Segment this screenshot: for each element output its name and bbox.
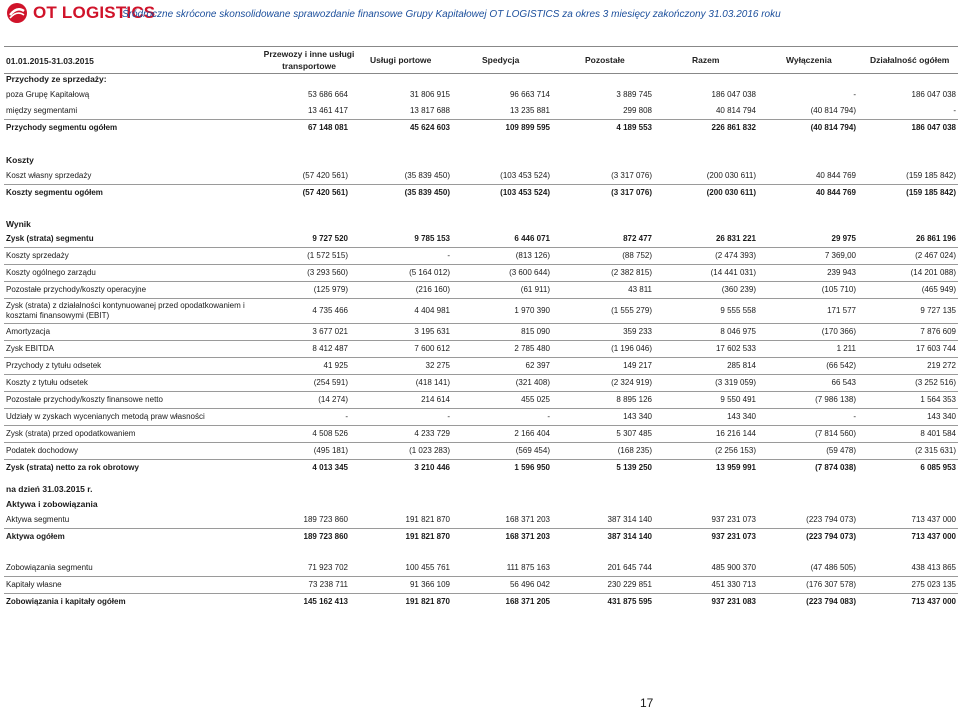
row-label: Zobowiązania i kapitały ogółem [6,597,126,606]
value-cell: 815 090 [452,324,552,341]
row-label: między segmentami [4,103,250,120]
logo-text: OT LOGISTICS [33,3,156,22]
value-cell: 73 238 711 [250,577,350,594]
value-cell: (103 453 524) [500,188,550,197]
value-cell: 62 397 [452,358,552,375]
value-cell: 201 645 744 [552,560,654,577]
value-cell: 285 814 [654,358,758,375]
value-cell: 191 821 870 [350,512,452,529]
value-cell: 4 233 729 [350,426,452,443]
result-heading: Wynik [6,219,31,229]
value-cell: 5 139 250 [616,463,652,472]
value-cell: 9 785 153 [350,231,452,248]
value-cell: (223 794 073) [758,512,858,529]
value-cell: 6 085 953 [920,463,956,472]
value-cell: (3 317 076) [611,188,652,197]
value-cell: 13 235 881 [452,103,552,120]
assets-liabilities-heading: Aktywa i zobowiązania [6,499,98,509]
value-cell: 168 371 203 [452,512,552,529]
value-cell: 8 412 487 [250,341,350,358]
col-transport-header-line1: Przewozy i inne usługi [263,49,355,59]
row-label: Zysk (strata) z działalności kontynuowanej przed opodatkowaniem i kosztami finansowymi (EBIT) [4,299,250,324]
value-cell: - [350,248,452,265]
value-cell: 359 233 [552,324,654,341]
value-cell: 713 437 000 [911,597,956,606]
revenue-table [4,87,958,136]
value-cell: (66 542) [758,358,858,375]
value-cell: (40 814 794) [810,123,856,132]
value-cell: 275 023 135 [858,577,958,594]
value-cell: 67 148 081 [307,123,348,132]
value-cell: - [350,409,452,426]
col-forwarding-header: Spedycja [482,55,520,65]
value-cell: 41 925 [250,358,350,375]
value-cell: 191 821 870 [405,597,450,606]
row-label: Koszt własny sprzedaży [4,168,250,185]
value-cell: 13 959 991 [715,463,756,472]
table-row [4,282,958,299]
value-cell: 168 371 205 [505,597,550,606]
value-cell: 2 166 404 [452,426,552,443]
table-row [4,560,958,577]
value-cell: (254 591) [250,375,350,392]
value-cell: (813 126) [452,248,552,265]
row-label: Koszty segmentu ogółem [6,188,103,197]
result-table [4,231,958,476]
value-cell: (59 478) [758,443,858,460]
value-cell: 387 314 140 [552,512,654,529]
value-cell: 438 413 865 [858,560,958,577]
value-cell: 13 461 417 [250,103,350,120]
value-cell: 3 677 021 [250,324,350,341]
table-row [4,443,958,460]
value-cell: - [858,103,958,120]
value-cell: (3 600 644) [452,265,552,282]
col-other-header: Pozostałe [585,55,625,65]
value-cell: 186 047 038 [911,90,956,99]
value-cell: (465 949) [858,282,958,299]
value-cell: (170 366) [758,324,858,341]
value-cell: (418 141) [350,375,452,392]
table-row [4,392,958,409]
value-cell: 9 727 520 [250,231,350,248]
value-cell: (1 196 046) [552,341,654,358]
value-cell: 4 735 466 [250,299,350,324]
ot-logo-icon [6,2,28,24]
table-row [4,185,958,202]
value-cell: 53 686 664 [307,90,348,99]
value-cell: (2 324 919) [552,375,654,392]
value-cell: (88 752) [552,248,654,265]
value-cell: (1 023 283) [350,443,452,460]
value-cell: 168 371 203 [505,532,550,541]
value-cell: 713 437 000 [911,532,956,541]
row-label: Przychody z tytułu odsetek [4,358,250,375]
value-cell: 485 900 370 [654,560,758,577]
value-cell: 455 025 [452,392,552,409]
value-cell: (103 453 524) [452,168,552,185]
table-row [4,460,958,477]
costs-table [4,168,958,201]
value-cell: 186 047 038 [911,123,956,132]
value-cell: - [250,409,350,426]
table-row [4,426,958,443]
value-cell: 8 895 126 [552,392,654,409]
table-row [4,324,958,341]
value-cell: 17 603 744 [858,341,958,358]
value-cell: (47 486 505) [758,560,858,577]
table-row [4,248,958,265]
value-cell: (14 201 088) [858,265,958,282]
row-label: poza Grupę Kapitałową [6,90,90,99]
table-row [4,87,958,103]
value-cell: 1 211 [758,341,858,358]
value-cell: - [853,90,856,99]
period-label: 01.01.2015-31.03.2015 [6,56,94,66]
value-cell: 26 831 221 [654,231,758,248]
value-cell: (7 814 560) [758,426,858,443]
col-transport-header-line2: transportowe [282,61,336,71]
value-cell: (200 030 611) [706,188,756,197]
value-cell: (1 555 279) [552,299,654,324]
table-row [4,375,958,392]
value-cell: 937 231 073 [654,512,758,529]
value-cell: (168 235) [552,443,654,460]
value-cell: (14 441 031) [654,265,758,282]
value-cell: 713 437 000 [858,512,958,529]
value-cell: 937 231 073 [711,532,756,541]
value-cell: 239 943 [758,265,858,282]
value-cell: 1 596 950 [514,463,550,472]
value-cell: 1 564 353 [858,392,958,409]
table-row [4,120,958,137]
value-cell: 214 614 [350,392,452,409]
value-cell: 8 046 975 [654,324,758,341]
value-cell: 4 508 526 [250,426,350,443]
row-label: Koszty z tytułu odsetek [4,375,250,392]
value-cell: 91 366 109 [350,577,452,594]
value-cell: 71 923 702 [250,560,350,577]
table-row [4,265,958,282]
table-row [4,341,958,358]
value-cell: (35 839 450) [350,168,452,185]
revenue-heading: Przychody ze sprzedaży: [6,74,107,84]
value-cell: 872 477 [552,231,654,248]
value-cell: 109 899 595 [505,123,550,132]
value-cell: 189 723 860 [250,512,350,529]
value-cell: - [452,409,552,426]
value-cell: (223 794 083) [806,597,856,606]
value-cell: 937 231 083 [711,597,756,606]
value-cell: 5 307 485 [552,426,654,443]
value-cell: (159 185 842) [906,188,956,197]
table-row [4,409,958,426]
row-label: Podatek dochodowy [4,443,250,460]
row-label: Zysk (strata) netto za rok obrotowy [6,463,139,472]
row-label: Zysk EBITDA [4,341,250,358]
value-cell: (125 979) [250,282,350,299]
value-cell: (495 181) [250,443,350,460]
page-number: 17 [640,696,654,710]
value-cell: 387 314 140 [607,532,652,541]
table-row [4,231,958,248]
value-cell: 17 602 533 [654,341,758,358]
value-cell: (1 572 515) [250,248,350,265]
value-cell: 299 808 [552,103,654,120]
value-cell: (321 408) [452,375,552,392]
value-cell: 40 814 794 [654,103,758,120]
value-cell: 56 496 042 [452,577,552,594]
value-cell: 43 811 [552,282,654,299]
value-cell: 26 861 196 [858,231,958,248]
value-cell: 1 970 390 [452,299,552,324]
value-cell: 4 013 345 [312,463,348,472]
value-cell: 31 806 915 [409,90,450,99]
value-cell: (159 185 842) [858,168,958,185]
row-label: Pozostałe przychody/koszty finansowe netto [4,392,250,409]
value-cell: (360 239) [654,282,758,299]
row-label: Zysk (strata) segmentu [4,231,250,248]
value-cell: 9 727 135 [858,299,958,324]
value-cell: (2 382 815) [552,265,654,282]
value-cell: (223 794 073) [806,532,856,541]
value-cell: (7 986 138) [758,392,858,409]
value-cell: (57 420 561) [302,188,348,197]
value-cell: 171 577 [758,299,858,324]
page-header [0,0,960,26]
liabilities-table [4,560,958,610]
row-label: Amortyzacja [4,324,250,341]
value-cell: (2 315 631) [858,443,958,460]
value-cell: (5 164 012) [350,265,452,282]
value-cell: (57 420 561) [250,168,350,185]
row-label: Aktywa ogółem [6,532,65,541]
value-cell: 6 446 071 [452,231,552,248]
value-cell: 29 975 [758,231,858,248]
value-cell: (3 293 560) [250,265,350,282]
value-cell: (35 839 450) [404,188,450,197]
value-cell: (14 274) [250,392,350,409]
value-cell: 9 555 558 [654,299,758,324]
assets-table [4,512,958,545]
row-label: Udziały w zyskach wycenianych metodą praw własności [4,409,250,426]
value-cell: 7 876 609 [858,324,958,341]
value-cell: 13 817 688 [350,103,452,120]
value-cell: 8 401 584 [858,426,958,443]
table-row [4,299,958,324]
col-port-header: Usługi portowe [370,55,432,65]
col-overall-header: Działalność ogółem [870,55,950,65]
value-cell: 111 875 163 [452,560,552,577]
value-cell: 32 275 [350,358,452,375]
value-cell: 226 861 832 [711,123,756,132]
row-label: Pozostałe przychody/koszty operacyjne [4,282,250,299]
value-cell: (569 454) [452,443,552,460]
table-row [4,103,958,120]
row-label: Koszty ogólnego zarządu [4,265,250,282]
value-cell: 145 162 413 [303,597,348,606]
value-cell: 100 455 761 [350,560,452,577]
value-cell: (40 814 794) [758,103,858,120]
row-label: Zobowiązania segmentu [4,560,250,577]
value-cell: 431 875 595 [607,597,652,606]
value-cell: (200 030 611) [654,168,758,185]
value-cell: 7 369,00 [758,248,858,265]
value-cell: (216 160) [350,282,452,299]
table-row [4,529,958,546]
value-cell: 143 340 [858,409,958,426]
value-cell: 219 272 [858,358,958,375]
value-cell: 191 821 870 [405,532,450,541]
value-cell: 230 229 851 [552,577,654,594]
row-label: Koszty sprzedaży [4,248,250,265]
value-cell: (3 252 516) [858,375,958,392]
costs-heading: Koszty [6,155,34,165]
row-label: Przychody segmentu ogółem [6,123,118,132]
value-cell: 9 550 491 [654,392,758,409]
value-cell: 40 844 769 [815,188,856,197]
value-cell: 3 210 446 [414,463,450,472]
column-header-row [4,46,958,74]
value-cell: (61 911) [452,282,552,299]
value-cell: 186 047 038 [711,90,756,99]
value-cell: 2 785 480 [452,341,552,358]
table-row [4,168,958,185]
value-cell: 4 189 553 [616,123,652,132]
col-total-header: Razem [692,55,720,65]
col-eliminations-header: Wyłączenia [786,55,832,65]
balance-date-heading: na dzień 31.03.2015 r. [6,484,93,494]
row-label: Aktywa segmentu [4,512,250,529]
table-row [4,594,958,611]
value-cell: 143 340 [552,409,654,426]
value-cell: 16 216 144 [654,426,758,443]
value-cell: (2 467 024) [858,248,958,265]
value-cell: (7 874 038) [815,463,856,472]
value-cell: (2 474 393) [654,248,758,265]
value-cell: (3 319 059) [654,375,758,392]
value-cell: 143 340 [654,409,758,426]
value-cell: 3 195 631 [350,324,452,341]
value-cell: 66 543 [758,375,858,392]
value-cell: (176 307 578) [758,577,858,594]
value-cell: 189 723 860 [303,532,348,541]
value-cell: 451 330 713 [654,577,758,594]
value-cell: 45 624 603 [409,123,450,132]
value-cell: 4 404 981 [350,299,452,324]
value-cell: - [758,409,858,426]
value-cell: (105 710) [758,282,858,299]
value-cell: 3 889 745 [616,90,652,99]
col-transport-header [254,48,364,72]
value-cell: 149 217 [552,358,654,375]
value-cell: (3 317 076) [552,168,654,185]
value-cell: 40 844 769 [758,168,858,185]
table-row [4,577,958,594]
value-cell: 96 663 714 [509,90,550,99]
value-cell: (2 256 153) [654,443,758,460]
document-title: Śródroczne skrócone skonsolidowane sprawozdanie finansowe Grupy Kapitałowej OT LOGISTICS za okres 3 miesięcy zakończony 31.03.2016 roku [122,9,781,20]
value-cell: 7 600 612 [350,341,452,358]
row-label: Kapitały własne [4,577,250,594]
table-row [4,512,958,529]
row-label: Zysk (strata) przed opodatkowaniem [4,426,250,443]
table-row [4,358,958,375]
